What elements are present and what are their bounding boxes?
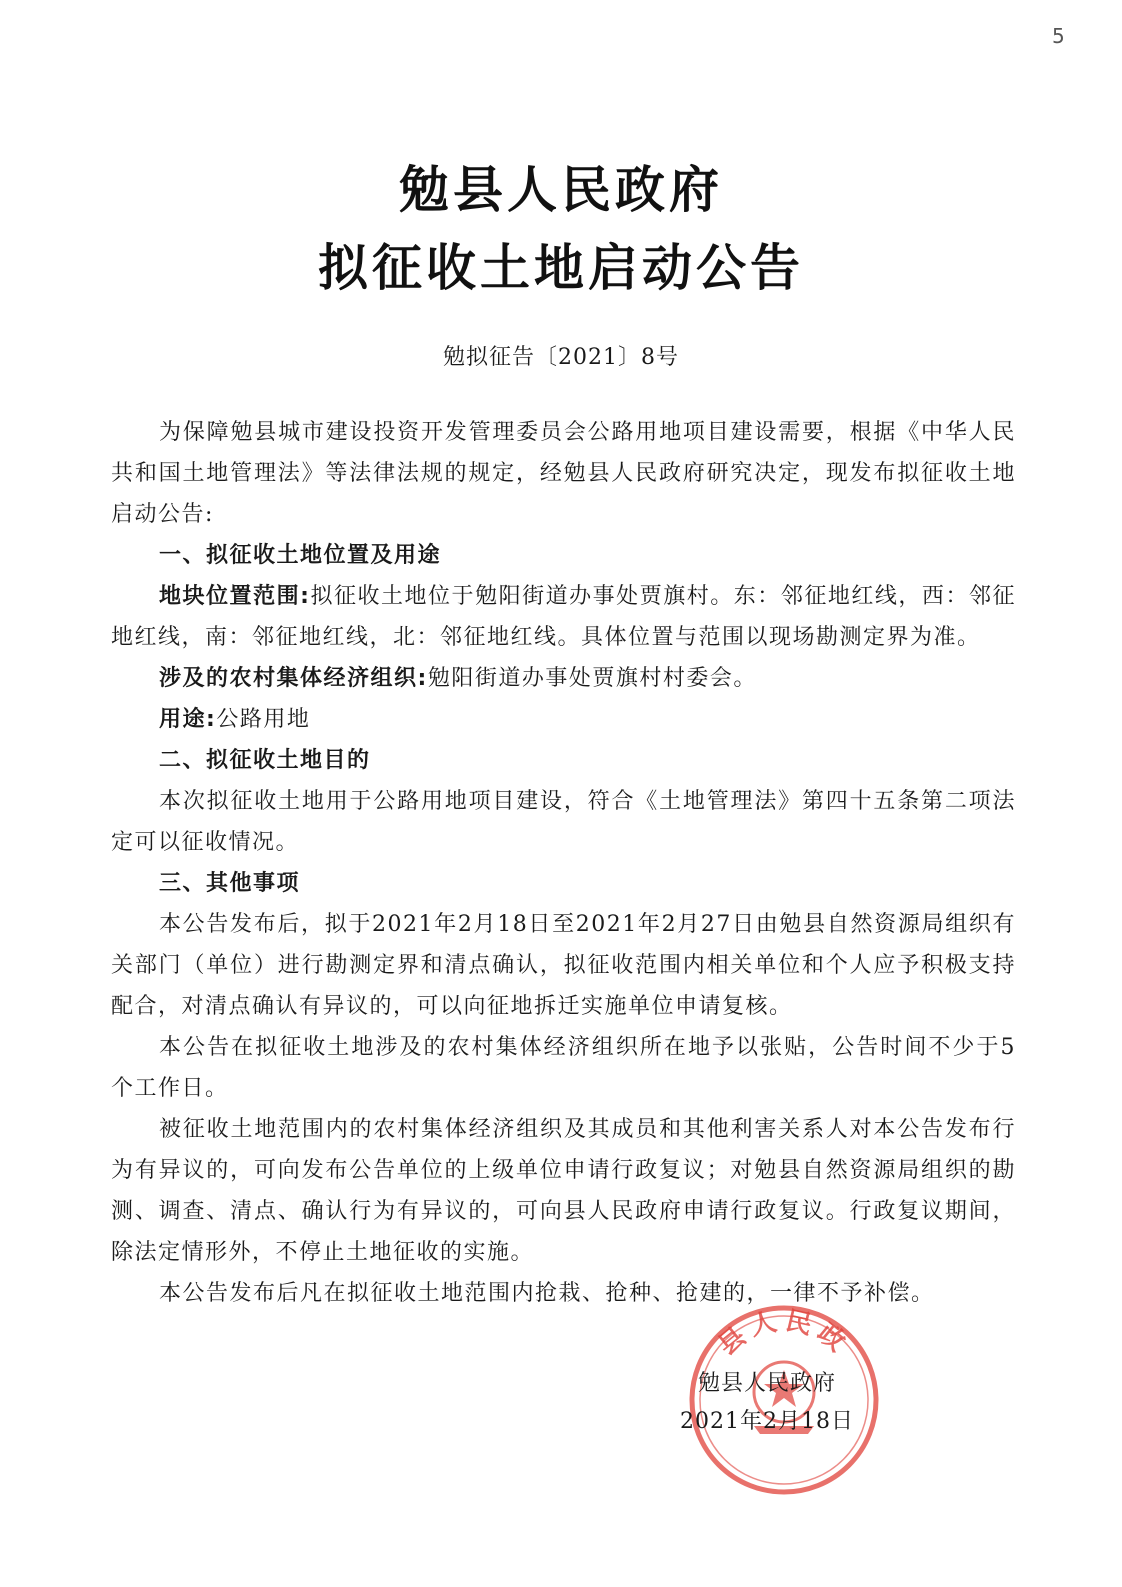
document-body bbox=[111, 412, 1016, 1314]
section3-paragraph-2: 本公告在拟征收土地涉及的农村集体经济组织所在地予以张贴，公告时间不少于5个工作日。 bbox=[111, 1035, 1016, 1101]
section3-heading: 三、其他事项 bbox=[159, 871, 301, 896]
page-mark: 5 bbox=[1052, 24, 1065, 48]
document-title-issuer: 勉县人民政府 bbox=[399, 161, 723, 219]
section3-paragraph-1: 本公告发布后，拟于2021年2月18日至2021年2月27日由勉县自然资源局组织有关部门（单位）进行勘测定界和清点确认，拟征收范围内相关单位和个人应予积极支持配合，对清点确认有异议的，可以向征地拆迁实施单位申请复核。 bbox=[111, 912, 1016, 1019]
org-label: 涉及的农村集体经济组织: bbox=[159, 666, 428, 691]
section3-paragraph-3: 被征收土地范围内的农村集体经济组织及其成员和其他利害关系人对本公告发布行为有异议的，可向发布公告单位的上级单位申请行政复议；对勉县自然资源局组织的勘测、调查、清点、确认行为有异议的，可向县人民政府申请行政复议。行政复议期间，除法定情形外，不停止土地征收的实施。 bbox=[111, 1117, 1016, 1265]
use-label: 用途: bbox=[159, 707, 217, 732]
org-text: 勉阳街道办事处贾旗村村委会。 bbox=[427, 666, 757, 691]
section2-paragraph: 本次拟征收土地用于公路用地项目建设，符合《土地管理法》第四十五条第二项法定可以征收情况。 bbox=[111, 789, 1016, 855]
issuer-signature: 勉县人民政府 bbox=[698, 1371, 837, 1396]
section1-heading: 一、拟征收土地位置及用途 bbox=[159, 543, 442, 568]
seal-top-text: 县人民政 bbox=[712, 1305, 856, 1362]
org-paragraph bbox=[111, 658, 1016, 699]
section3-paragraph-4: 本公告发布后凡在拟征收土地范围内抢栽、抢种、抢建的，一律不予补偿。 bbox=[159, 1281, 935, 1306]
use-paragraph bbox=[111, 699, 1016, 740]
section2-heading: 二、拟征收土地目的 bbox=[159, 748, 371, 773]
issue-date: 2021年2月18日 bbox=[680, 1409, 854, 1434]
location-label: 地块位置范围: bbox=[159, 584, 311, 609]
document-number: 勉拟征告〔2021〕8号 bbox=[443, 345, 679, 370]
location-paragraph bbox=[111, 576, 1016, 658]
document-title: 拟征收土地启动公告 bbox=[318, 239, 804, 297]
official-seal bbox=[684, 1300, 884, 1500]
use-text: 公路用地 bbox=[216, 707, 311, 732]
location-text: 拟征收土地位于勉阳街道办事处贾旗村。东：邻征地红线，西：邻征地红线，南：邻征地红线，北：邻征地红线。具体位置与范围以现场勘测定界为准。 bbox=[111, 584, 1016, 650]
intro-paragraph: 为保障勉县城市建设投资开发管理委员会公路用地项目建设需要，根据《中华人民共和国土地管理法》等法律法规的规定，经勉县人民政府研究决定，现发布拟征收土地启动公告: bbox=[111, 420, 1016, 527]
